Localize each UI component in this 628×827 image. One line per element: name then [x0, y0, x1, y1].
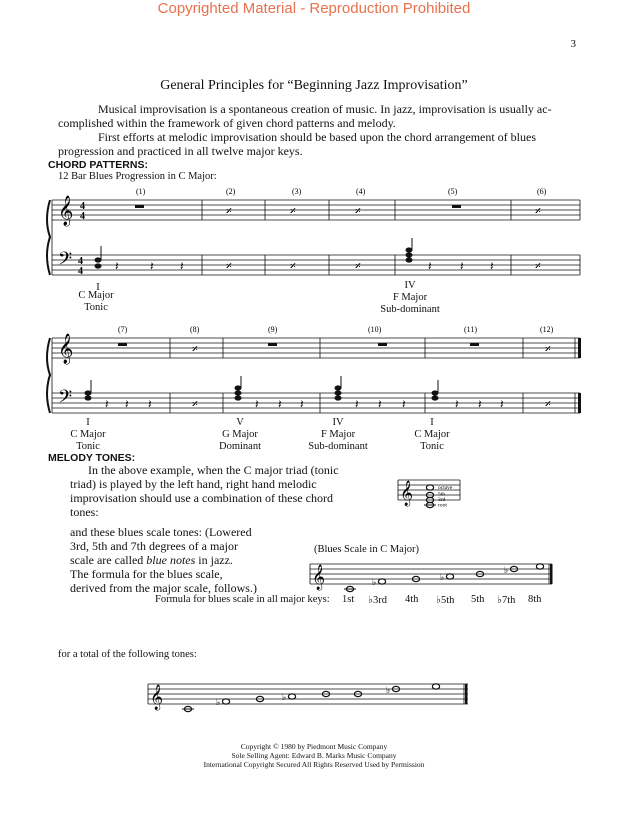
- svg-text:𝄎: 𝄎: [355, 259, 361, 273]
- bass-clef-icon: 𝄢: [58, 249, 73, 274]
- copyright-banner: Copyrighted Material - Reproduction Prohibited: [157, 0, 471, 17]
- intro-line: progression and practiced in all twelve major keys.: [58, 143, 303, 158]
- svg-text:5th: 5th: [438, 491, 446, 498]
- svg-text:𝄎: 𝄎: [192, 342, 198, 356]
- svg-text:𝄽: 𝄽: [402, 397, 406, 411]
- chord-patterns-heading: CHORD PATTERNS:: [48, 159, 148, 171]
- svg-text:♭: ♭: [504, 565, 509, 575]
- melody-tones-heading: MELODY TONES:: [48, 452, 136, 464]
- blues-scale-staff: [308, 556, 558, 594]
- svg-text:𝄽: 𝄽: [455, 397, 459, 411]
- melody-text-1: In the above example, when the C major triad (tonic triad) is played by the left hand, right hand melodic improvisation should use a combination of these chord tones:: [70, 463, 339, 519]
- svg-text:4: 4: [80, 201, 85, 212]
- svg-text:3rd: 3rd: [438, 497, 446, 503]
- grand-staff-system-2: [0, 318, 628, 418]
- blues-formula: 1st ♭3rd 4th ♭5th 5th ♭7th 8th: [342, 594, 542, 606]
- formula-label: Formula for blues scale in all major keys:: [155, 594, 330, 605]
- svg-text:♭: ♭: [440, 572, 445, 582]
- svg-text:𝄽: 𝄽: [500, 397, 504, 411]
- svg-text:4: 4: [78, 266, 83, 277]
- svg-text:𝄎: 𝄎: [192, 397, 198, 411]
- intro-line: complished within the framework of given chord patterns and melody.: [58, 115, 396, 130]
- treble-clef-icon: 𝄞: [312, 565, 326, 590]
- total-text: for a total of the following tones:: [58, 649, 197, 660]
- svg-text:𝄎: 𝄎: [545, 397, 551, 411]
- intro-paragraph-2: [58, 131, 598, 158]
- measure-number: (3): [292, 187, 302, 196]
- svg-text:𝄽: 𝄽: [355, 397, 359, 411]
- intro-paragraph-1: [58, 103, 598, 130]
- svg-text:𝄎: 𝄎: [535, 259, 541, 273]
- svg-text:𝄽: 𝄽: [278, 397, 282, 411]
- grand-staff-system-1: [0, 180, 628, 280]
- svg-text:𝄽: 𝄽: [150, 259, 154, 273]
- svg-text:𝄎: 𝄎: [290, 204, 296, 218]
- svg-text:𝄎: 𝄎: [535, 204, 541, 218]
- combined-tones-staff: [146, 676, 476, 716]
- svg-text:𝄽: 𝄽: [180, 259, 184, 273]
- measure-number: (9): [268, 325, 278, 334]
- svg-text:𝄽: 𝄽: [478, 397, 482, 411]
- svg-text:𝄽: 𝄽: [490, 259, 494, 273]
- svg-text:𝄽: 𝄽: [148, 397, 152, 411]
- chord-label-g-major: V G Major Dominant: [219, 417, 261, 452]
- blues-scale-caption: (Blues Scale in C Major): [314, 544, 419, 555]
- chord-label-c-major: C Major Tonic: [78, 290, 114, 313]
- svg-text:𝄎: 𝄎: [226, 204, 232, 218]
- page-title: General Principles for “Beginning Jazz Improvisation”: [160, 78, 468, 93]
- treble-clef-icon: 𝄞: [58, 196, 74, 226]
- copyright-notice: Copyright © 1980 by Piedmont Music Company Sole Selling Agent: Edward B. Marks Music Company International Copyright Secured All Rights Reserved Used by Permission: [203, 742, 425, 769]
- svg-text:♭: ♭: [386, 685, 391, 695]
- measure-number: (12): [540, 325, 554, 334]
- intro-line: Musical improvisation is a spontaneous creation of music. In jazz, improvisation is usually ac-: [98, 102, 552, 116]
- measure-number: (10): [368, 325, 382, 334]
- treble-clef-icon: 𝄞: [150, 685, 164, 710]
- svg-text:𝄽: 𝄽: [115, 259, 119, 273]
- svg-text:4: 4: [80, 211, 85, 222]
- svg-text:𝄎: 𝄎: [290, 259, 296, 273]
- svg-text:♭: ♭: [282, 692, 287, 702]
- chord-label-c-major-2: I C Major Tonic: [70, 417, 106, 452]
- svg-text:𝄽: 𝄽: [300, 397, 304, 411]
- melody-text-2: and these blues scale tones: (Lowered 3rd, 5th and 7th degrees of a major scale are called blue notes in jazz. The formula for the blues scale, derived from the major scale, follows.): [70, 525, 257, 595]
- page-number: 3: [570, 38, 576, 50]
- svg-text:𝄎: 𝄎: [226, 259, 232, 273]
- svg-text:𝄽: 𝄽: [255, 397, 259, 411]
- svg-text:𝄽: 𝄽: [460, 259, 464, 273]
- measure-number: (2): [226, 187, 236, 196]
- measure-number: (7): [118, 325, 128, 334]
- measure-number: (5): [448, 187, 458, 196]
- bass-clef-icon: 𝄢: [58, 387, 73, 412]
- measure-number: (4): [356, 187, 366, 196]
- measure-number: (1): [136, 187, 146, 196]
- intro-line: First efforts at melodic improvisation should be based upon the chord arrangement of blues: [98, 130, 537, 144]
- svg-text:𝄽: 𝄽: [378, 397, 382, 411]
- chord-label-c-major-3: I C Major Tonic: [414, 417, 450, 452]
- svg-text:𝄽: 𝄽: [125, 397, 129, 411]
- svg-text:4: 4: [78, 256, 83, 267]
- measure-number: (11): [464, 325, 478, 334]
- svg-text:♭: ♭: [216, 697, 221, 707]
- svg-text:octave: octave: [438, 485, 453, 491]
- treble-clef-icon: 𝄞: [400, 481, 414, 506]
- svg-text:𝄽: 𝄽: [428, 259, 432, 273]
- chord-label-I: I: [96, 282, 100, 293]
- chord-label-f-major: IV F Major Sub-dominant: [380, 280, 440, 315]
- chord-patterns-subheading: 12 Bar Blues Progression in C Major:: [58, 171, 217, 182]
- measure-number: (8): [190, 325, 200, 334]
- treble-clef-icon: 𝄞: [58, 334, 74, 364]
- svg-text:𝄎: 𝄎: [545, 342, 551, 356]
- measure-number: (6): [537, 187, 547, 196]
- svg-text:𝄎: 𝄎: [355, 204, 361, 218]
- svg-text:𝄽: 𝄽: [105, 397, 109, 411]
- svg-text:root: root: [438, 502, 447, 509]
- svg-text:♭: ♭: [372, 577, 377, 587]
- chord-label-f-major-2: IV F Major Sub-dominant: [308, 417, 368, 452]
- triad-staff: [396, 472, 496, 512]
